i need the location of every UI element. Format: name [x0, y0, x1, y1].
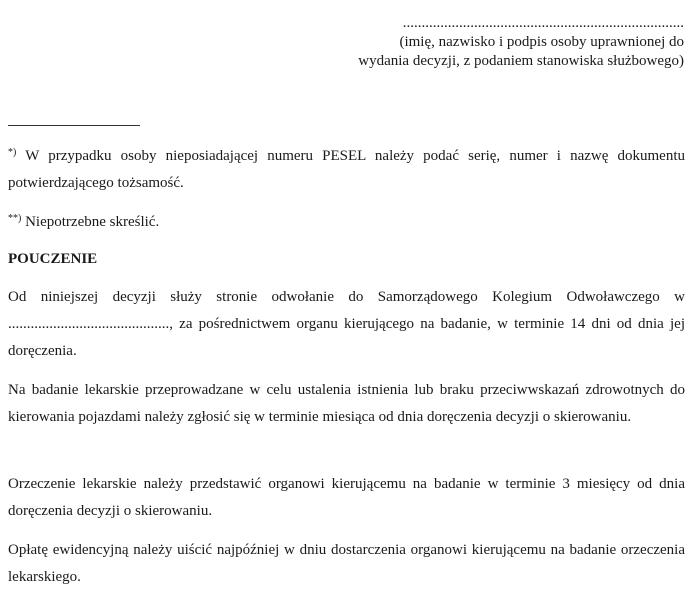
footnote-2-marker: **) — [8, 213, 22, 224]
footnote-separator — [8, 125, 140, 126]
instruction-paragraph-3: Orzeczenie lekarskie należy przedstawić organowi kierującemu na badanie w terminie 3 miesięcy od dnia doręczenia decyzji o skierowaniu. — [8, 476, 685, 519]
instruction-heading: POUCZENIE — [8, 251, 98, 267]
footnote-1 — [8, 143, 685, 197]
footnote-1-marker: *) — [8, 147, 17, 158]
signature-caption-line-1: (imię, nazwisko i podpis osoby uprawnionej do — [399, 34, 684, 50]
instruction-paragraph-2: Na badanie lekarskie przeprowadzane w celu ustalenia istnienia lub braku przeciwwskazań zdrowotnych do kierowania pojazdami należy zgłosić się w terminie miesiąca od dnia doręczenia decyzji o skierowaniu. — [8, 382, 685, 425]
footnote-2 — [8, 209, 685, 236]
footnote-1-text: W przypadku osoby nieposiadającej numeru PESEL należy podać serię, numer i nazwę dokumentu potwierdzającego tożsamość. — [8, 148, 685, 191]
instruction-paragraph-1: Od niniejszej decyzji służy stronie odwołanie do Samorządowego Kolegium Odwoławczego w ..........................................., za pośrednictwem organu kierującego na badanie, w terminie 14 dni od dnia jej doręczenia. — [8, 289, 685, 359]
instruction-paragraph-4: Opłatę ewidencyjną należy uiścić najpóźniej w dniu dostarczenia organowi kierującemu na badanie orzeczenia lekarskiego. — [8, 542, 685, 585]
signature-block — [358, 14, 684, 71]
footnote-2-text: Niepotrzebne skreślić. — [21, 214, 160, 230]
signature-caption-line-2: wydania decyzji, z podaniem stanowiska służbowego) — [358, 53, 684, 69]
signature-line: ........................................................................... — [402, 15, 684, 31]
